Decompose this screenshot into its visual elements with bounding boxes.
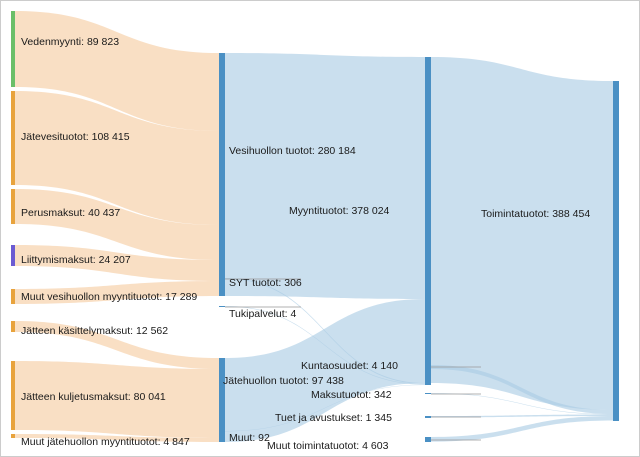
node-jatteen-kasittelymaksut[interactable]: [11, 321, 15, 332]
node-muut[interactable]: [219, 431, 225, 432]
node-toimintatuotot[interactable]: [613, 81, 619, 421]
node-vesihuollon-tuotot[interactable]: [219, 53, 225, 296]
label-syt-tuotot: SYT tuotot: 306: [229, 276, 302, 289]
label-tukipalvelut: Tukipalvelut: 4: [229, 307, 297, 320]
label-kuntaosuudet: Kuntaosuudet: 4 140: [301, 359, 398, 372]
node-muut-vesihuollon-myyntituotot[interactable]: [11, 289, 15, 304]
node-vedenmyynti[interactable]: [11, 11, 15, 87]
label-vesihuollon-tuotot: Vesihuollon tuotot: 280 184: [229, 144, 356, 157]
label-jatteen-kasittelymaksut: Jätteen käsittelymaksut: 12 562: [21, 324, 169, 337]
label-muut-toimintatuotot: Muut toimintatuotot: 4 603: [267, 439, 389, 452]
label-jatevesituotot: Jätevesituotot: 108 415: [21, 130, 130, 143]
links-col0-col1: [15, 11, 219, 442]
node-tukipalvelut[interactable]: [219, 306, 225, 307]
node-perusmaksut[interactable]: [11, 189, 15, 224]
label-muut: Muut: 92: [229, 431, 270, 444]
node-kuntaosuudet[interactable]: [425, 365, 431, 369]
node-muut-jatehuollon-myyntituotot[interactable]: [11, 434, 15, 438]
node-muut-toimintatuotot[interactable]: [425, 437, 431, 442]
label-tuet-ja-avustukset: Tuet ja avustukset: 1 345: [275, 411, 392, 424]
links-col2-col3: [431, 57, 613, 442]
node-liittymismaksut[interactable]: [11, 245, 15, 266]
sankey-svg: [1, 1, 640, 457]
label-myyntituotot: Myyntituotot: 378 024: [289, 204, 390, 217]
node-myyntituotot[interactable]: [425, 57, 431, 385]
label-perusmaksut: Perusmaksut: 40 437: [21, 206, 121, 219]
node-jatteen-kuljetusmaksut[interactable]: [11, 361, 15, 430]
label-liittymismaksut: Liittymismaksut: 24 207: [21, 253, 131, 266]
label-vedenmyynti: Vedenmyynti: 89 823: [21, 35, 120, 48]
node-syt-tuotot[interactable]: [219, 278, 225, 279]
node-jatevesituotot[interactable]: [11, 91, 15, 185]
node-maksutuotot[interactable]: [425, 393, 431, 394]
label-maksutuotot: Maksutuotot: 342: [311, 388, 392, 401]
label-muut-vesihuollon-myyntituotot: Muut vesihuollon myyntituotot: 17 289: [21, 290, 198, 303]
link-myyntituotot-toimintatuotot: [431, 57, 613, 410]
label-jatteen-kuljetusmaksut: Jätteen kuljetusmaksut: 80 041: [21, 390, 166, 403]
node-jatehuollon-tuotot[interactable]: [219, 358, 225, 442]
node-tuet-ja-avustukset[interactable]: [425, 416, 431, 418]
link-vesihuollon-tuotot-myyntituotot: [225, 53, 425, 299]
label-jatehuollon-tuotot: Jätehuollon tuotot: 97 438: [223, 374, 344, 387]
label-muut-jatehuollon-myyntituotot: Muut jätehuollon myyntituotot: 4 847: [21, 435, 190, 448]
link-muut-toimintatuotot-toimintatuotot: [431, 416, 613, 442]
label-toimintatuotot: Toimintatuotot: 388 454: [481, 207, 591, 220]
